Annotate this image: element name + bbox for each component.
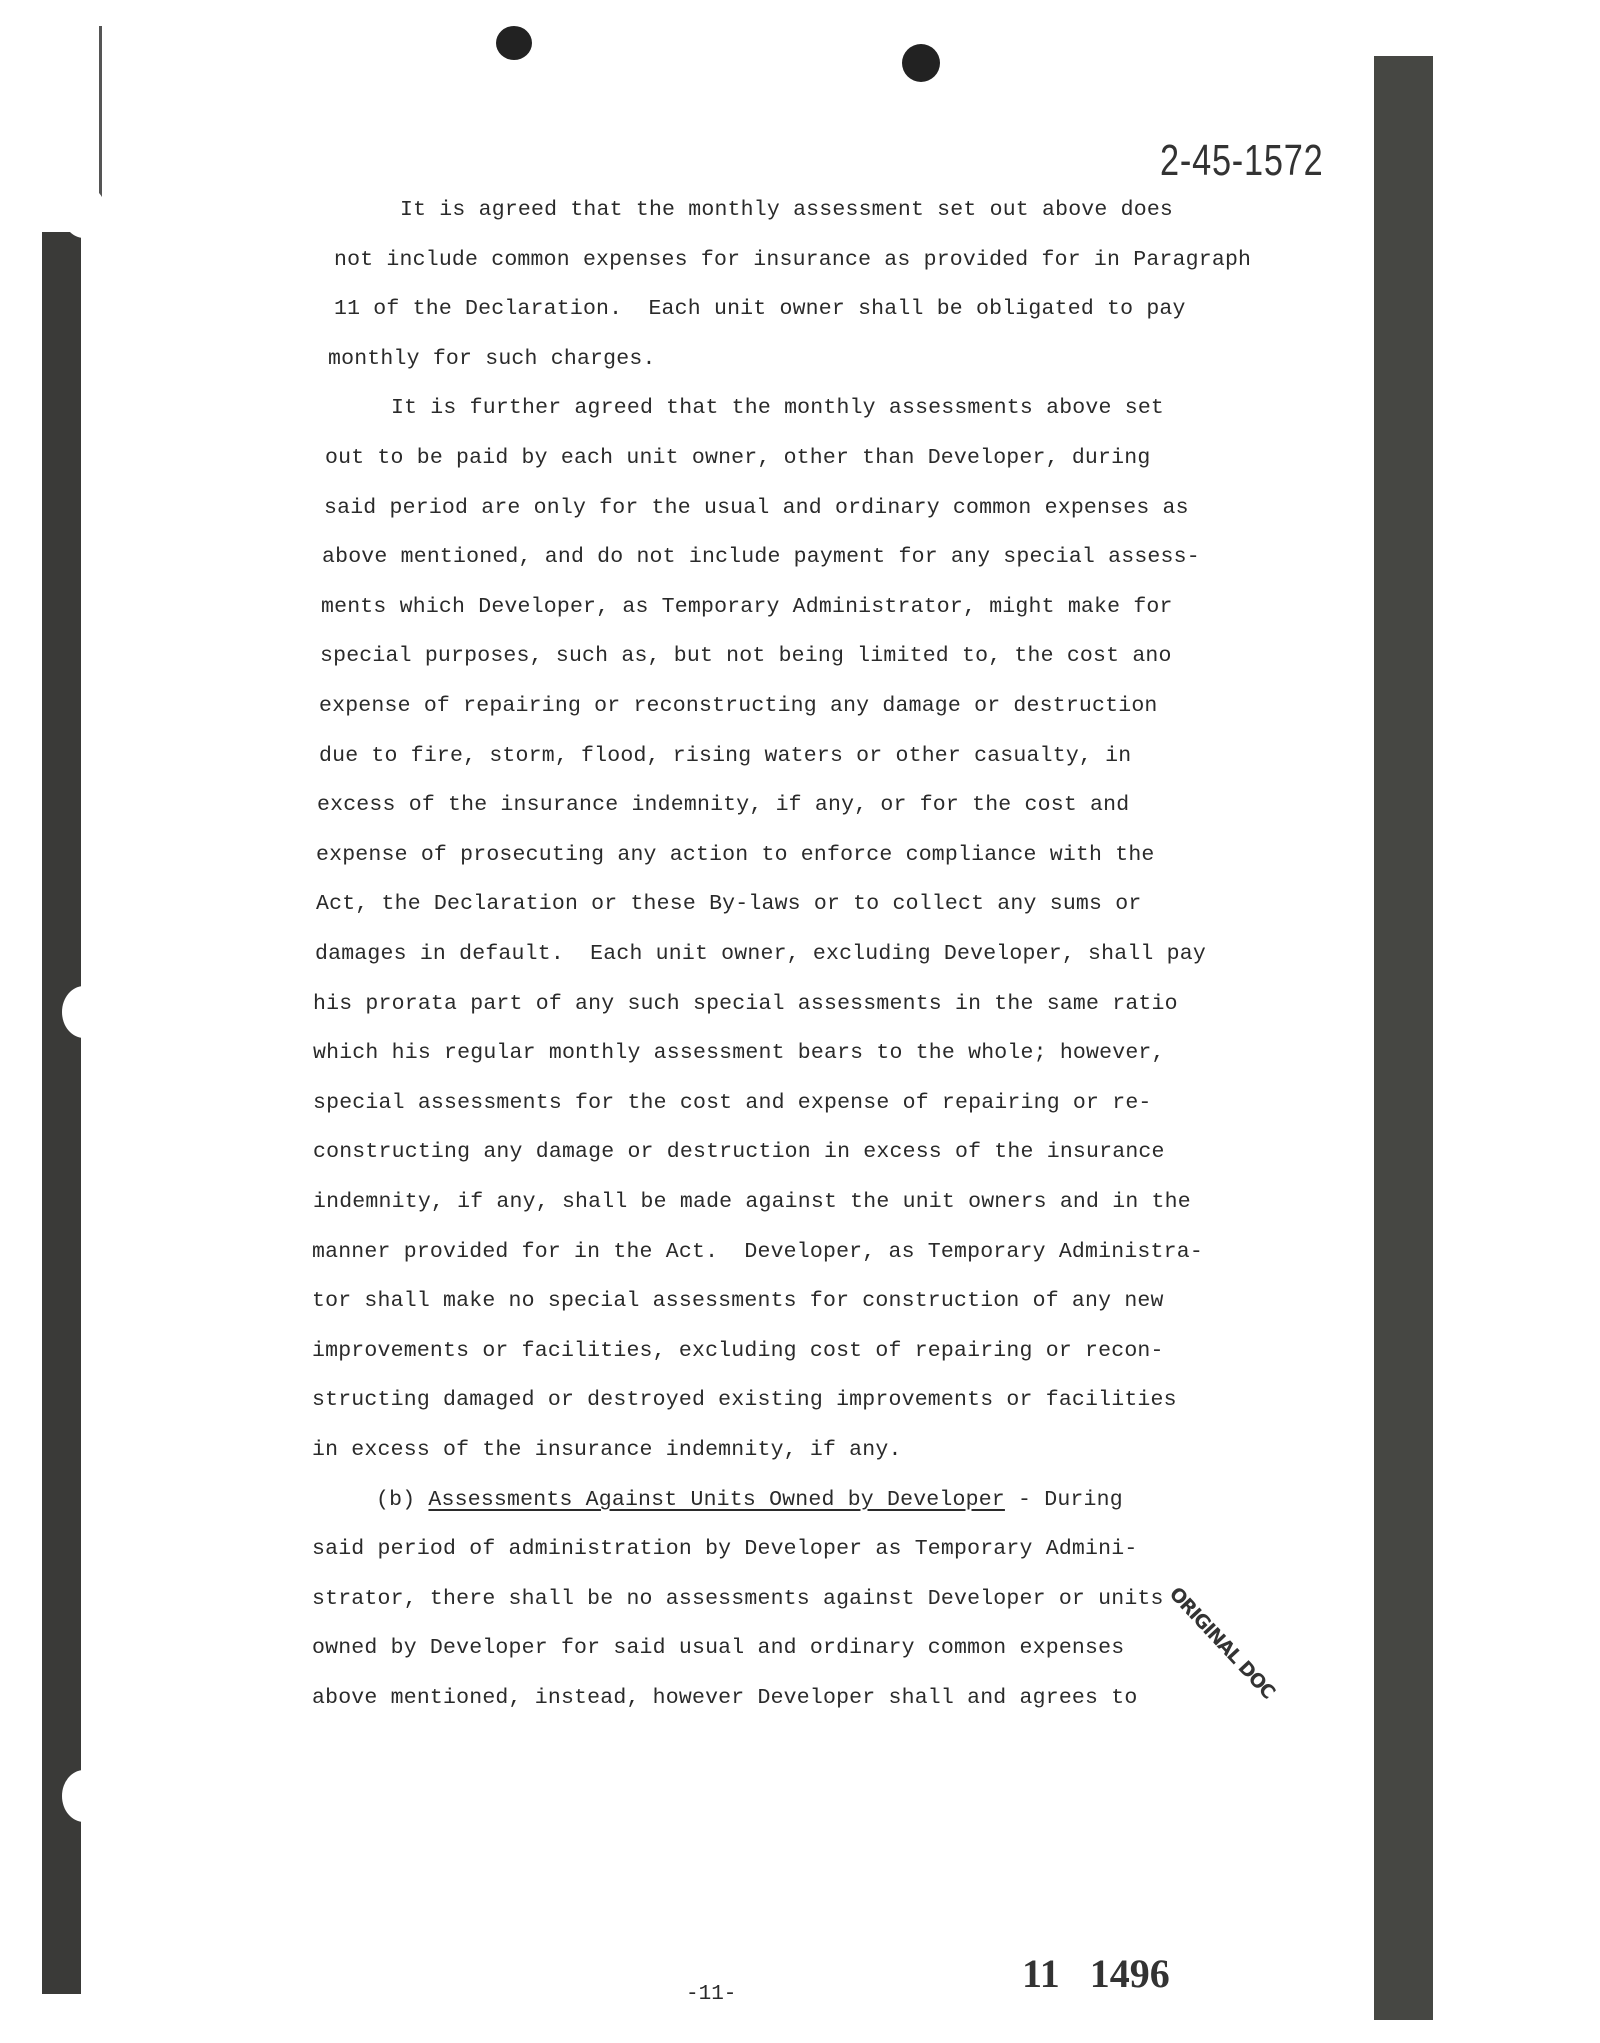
subsection-heading-line — [376, 1487, 1123, 1513]
text-line: said period of administration by Developer as Temporary Admini- — [312, 1537, 1138, 1562]
text-line: in excess of the insurance indemnity, if any. — [312, 1438, 902, 1462]
text-line: ments which Developer, as Temporary Administrator, might make for — [321, 594, 1173, 619]
text-line: special assessments for the cost and expense of repairing or re- — [313, 1090, 1152, 1115]
text-line: monthly for such charges. — [328, 346, 656, 371]
text-line: above mentioned, and do not include payment for any special assess- — [322, 545, 1200, 570]
text-line: structing damaged or destroyed existing improvements or facilities — [312, 1388, 1177, 1413]
text-line: indemnity, if any, shall be made against the unit owners and in the — [313, 1190, 1191, 1214]
text-line: improvements or facilities, excluding cost of repairing or recon- — [312, 1338, 1164, 1363]
punch-hole-left — [62, 1770, 106, 1822]
subsection-heading-rest: - During — [1004, 1487, 1123, 1512]
original-doc-stamp: ORIGINAL DOC — [1164, 1582, 1279, 1704]
scan-binding-right — [1374, 56, 1433, 2020]
subsection-label: (b) — [376, 1487, 429, 1512]
text-line: Act, the Declaration or these By-laws or to collect any sums or — [316, 892, 1142, 917]
text-line: due to fire, storm, flood, rising waters or other casualty, in — [319, 743, 1132, 768]
text-line: special purposes, such as, but not being limited to, the cost ano — [320, 644, 1172, 669]
text-line: constructing any damage or destruction in excess of the insurance — [313, 1140, 1165, 1165]
subsection-heading: Assessments Against Units Owned by Developer — [428, 1487, 1005, 1512]
text-line: tor shall make no special assessments for construction of any new — [312, 1289, 1164, 1314]
text-line: expense of repairing or reconstructing any damage or destruction — [319, 694, 1158, 718]
book-page-number: 11 1496 — [1022, 1951, 1170, 1996]
text-line: which his regular monthly assessment bears to the whole; however, — [313, 1041, 1165, 1066]
punch-hole — [902, 44, 940, 82]
text-line: above mentioned, instead, however Developer shall and agrees to — [312, 1686, 1138, 1710]
scan-binding-left — [42, 232, 81, 1994]
text-line: said period are only for the usual and ordinary common expenses as — [324, 495, 1189, 520]
punch-hole-left — [62, 186, 106, 238]
page-number: -11- — [686, 1983, 737, 2006]
text-line: damages in default. Each unit owner, excluding Developer, shall pay — [315, 942, 1206, 966]
text-line: his prorata part of any such special assessments in the same ratio — [313, 991, 1178, 1016]
reference-number: 2-45-1572 — [1160, 136, 1324, 185]
text-line: owned by Developer for said usual and ordinary common expenses — [312, 1636, 1125, 1661]
text-line: excess of the insurance indemnity, if any, or for the cost and — [317, 793, 1130, 818]
text-line: manner provided for in the Act. Developer, as Temporary Administra- — [312, 1239, 1203, 1264]
text-line: not include common expenses for insurance as provided for in Paragraph — [334, 247, 1252, 272]
punch-hole-left — [62, 986, 106, 1038]
text-line: strator, there shall be no assessments against Developer or units — [312, 1586, 1164, 1611]
text-line: It is agreed that the monthly assessment set out above does — [400, 198, 1174, 222]
text-line: out to be paid by each unit owner, other than Developer, during — [325, 446, 1151, 470]
text-line: It is further agreed that the monthly assessments above set — [391, 396, 1165, 421]
punch-hole — [496, 26, 532, 60]
text-line: 11 of the Declaration. Each unit owner shall be obligated to pay — [334, 297, 1186, 322]
text-line: expense of prosecuting any action to enforce compliance with the — [316, 842, 1155, 867]
